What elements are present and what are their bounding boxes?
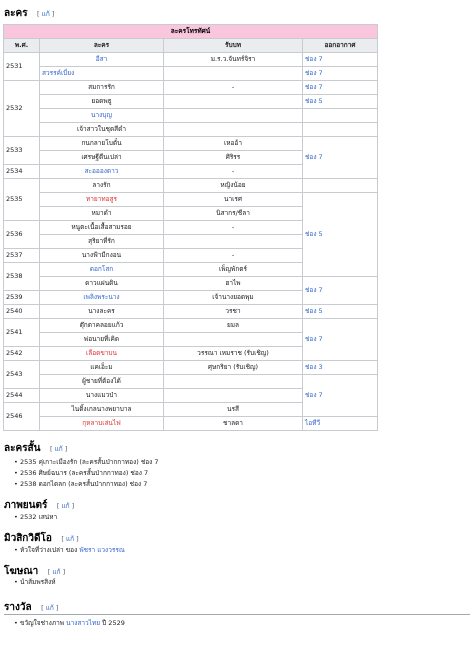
- section-title: มิวสิกวิดีโอ: [4, 533, 52, 544]
- drama-title: ดาวแผ่นดิน: [85, 279, 118, 287]
- table-row: [4, 137, 378, 151]
- list-item-link[interactable]: นางสาวไทย: [66, 619, 101, 627]
- short-drama-list: [14, 457, 159, 490]
- title-cell: [40, 235, 164, 249]
- drama-title-link[interactable]: กุหลาบเล่นไฟ: [82, 419, 121, 427]
- role-cell: -: [164, 249, 303, 263]
- channel-link[interactable]: ช่อง 7: [305, 335, 323, 343]
- list-item-text: 2538 ดอกไดลก (ละครสั้นป่ากกาทอง) ช่อง 7: [20, 480, 148, 488]
- channel-link[interactable]: ไอทีวี: [305, 419, 321, 427]
- role-cell: ศุษกริยา (รับเชิญ): [164, 361, 303, 375]
- edit-link[interactable]: แก้: [61, 502, 70, 510]
- year-cell: 2537: [4, 249, 40, 263]
- channel-link[interactable]: ช่อง 3: [305, 363, 323, 371]
- role-cell: [164, 235, 303, 249]
- title-cell: [40, 53, 164, 67]
- column-header: ออกอากาศ: [303, 39, 378, 53]
- table-row: [4, 53, 378, 67]
- channel-cell: [303, 123, 378, 137]
- list-item-text: หัวใจที่ว่างเปล่า ของ: [20, 546, 80, 554]
- role-cell: -: [164, 221, 303, 235]
- channel-cell: [303, 179, 378, 193]
- table-row: [4, 95, 378, 109]
- role-cell: -: [164, 165, 303, 179]
- channel-cell: [303, 319, 378, 361]
- table-row: [4, 179, 378, 193]
- role-cell: เพ็ญพักตร์: [164, 263, 303, 277]
- list-item-text: ขวัญใจช่างภาพ: [20, 619, 67, 627]
- year-cell: 2541: [4, 319, 40, 347]
- year-cell: 2544: [4, 389, 40, 403]
- edit-link-wrap: [ แก้ ]: [41, 604, 59, 612]
- channel-link[interactable]: ช่อง 7: [305, 69, 323, 77]
- table-row: [4, 375, 378, 389]
- section-heading-short: [4, 441, 67, 456]
- title-cell: [40, 67, 164, 81]
- list-item-text: ปี 2529: [100, 619, 125, 627]
- title-cell: [40, 417, 164, 431]
- edit-link-wrap: [ แก้ ]: [56, 502, 75, 510]
- section-heading-film: [4, 498, 74, 513]
- edit-link[interactable]: แก้: [65, 535, 75, 543]
- channel-cell: [303, 109, 378, 123]
- drama-title: แคเอ็ะม: [90, 363, 113, 371]
- edit-link-wrap: [ แก้ ]: [49, 445, 68, 453]
- title-cell: [40, 291, 164, 305]
- awards-list: [14, 618, 125, 629]
- title-cell: [40, 319, 164, 333]
- role-cell: ชาลดา: [164, 417, 303, 431]
- edit-link-wrap: [ แก้ ]: [37, 10, 55, 18]
- role-cell: [164, 67, 303, 81]
- title-cell: [40, 249, 164, 263]
- role-cell: [164, 333, 303, 347]
- list-item: [14, 468, 159, 479]
- edit-link-wrap: [ แก้ ]: [47, 568, 66, 576]
- table-row: [4, 67, 378, 81]
- drama-title: ยอดพธู: [91, 97, 112, 105]
- edit-link-wrap: [ แก้ ]: [61, 535, 79, 543]
- drama-title: เจ้าสาวในชุดสีดำ: [76, 125, 127, 133]
- year-cell: 2546: [4, 403, 40, 431]
- drama-title-link[interactable]: เลือดขาบน: [86, 349, 117, 357]
- drama-title: ลางรัก: [92, 181, 111, 189]
- drama-title: หมาดำ: [91, 209, 112, 217]
- title-cell: [40, 123, 164, 137]
- role-cell: ศิริรร: [164, 151, 303, 165]
- channel-link[interactable]: ช่อง 7: [305, 55, 323, 63]
- table-row: [4, 123, 378, 137]
- channel-cell: [303, 81, 378, 95]
- title-cell: [40, 333, 164, 347]
- section-title: ละครสั้น: [4, 443, 41, 454]
- role-cell: เหออ้า: [164, 137, 303, 151]
- list-item-link[interactable]: พัชรา แวงวรรณ: [79, 546, 125, 554]
- channel-cell: [303, 277, 378, 305]
- role-cell: [164, 95, 303, 109]
- drama-title-link[interactable]: สะออองดาว: [84, 167, 119, 175]
- channel-cell: [303, 193, 378, 277]
- drama-title-link[interactable]: เพลิงพระนาง: [83, 293, 120, 301]
- edit-link[interactable]: แก้: [45, 604, 54, 612]
- list-item: [14, 545, 125, 556]
- list-item: [14, 457, 159, 468]
- title-cell: [40, 389, 164, 403]
- year-cell: 2536: [4, 221, 40, 249]
- title-cell: [40, 263, 164, 277]
- column-header: รับบท: [164, 39, 303, 53]
- role-cell: วรชา: [164, 305, 303, 319]
- table-caption: ละครโทรทัศน์: [4, 25, 378, 39]
- role-cell: เจ้านางยอดพุม: [164, 291, 303, 305]
- ads-list: [14, 577, 56, 588]
- title-cell: [40, 137, 164, 151]
- music-video-list: [14, 545, 125, 556]
- role-cell: ม.ร.ว.จันทร์จิรา: [164, 53, 303, 67]
- drama-title: ไนติ้งเกลนางพยาบาล: [71, 405, 132, 413]
- drama-title-link[interactable]: นางบุญ: [91, 111, 112, 119]
- role-cell: [164, 375, 303, 389]
- drama-title: นางละคร: [88, 307, 115, 315]
- table-row: [4, 109, 378, 123]
- title-cell: [40, 151, 164, 165]
- list-item: [14, 512, 57, 523]
- year-cell: 2538: [4, 263, 40, 291]
- channel-cell: [303, 137, 378, 179]
- list-item-text: 2532 เสน่หา: [20, 513, 58, 521]
- channel-cell: [303, 53, 378, 67]
- year-cell: 2540: [4, 305, 40, 319]
- year-cell: 2542: [4, 347, 40, 361]
- channel-link[interactable]: ช่อง 5: [305, 230, 323, 238]
- year-cell: 2533: [4, 137, 40, 165]
- table-row: [4, 193, 378, 207]
- drama-title: สุริยาที่รัก: [88, 237, 115, 245]
- list-item: [14, 479, 159, 490]
- title-cell: [40, 207, 164, 221]
- channel-link[interactable]: ช่อง 7: [305, 83, 323, 91]
- title-cell: [40, 361, 164, 375]
- year-cell: 2539: [4, 291, 40, 305]
- section-heading-drama: [4, 6, 54, 21]
- channel-cell: [303, 67, 378, 81]
- year-cell: 2535: [4, 179, 40, 221]
- drama-title: กนกลายโบตั๋น: [81, 139, 122, 147]
- list-item-text: 2535 คุ่เกาะเมืองรัก (ละครสั้นป่ากกาทอง) ช่อง 7: [20, 458, 159, 466]
- title-cell: [40, 277, 164, 291]
- channel-cell: [303, 361, 378, 375]
- section-title: ละคร: [4, 8, 28, 19]
- role-cell: -: [164, 81, 303, 95]
- year-cell: 2534: [4, 165, 40, 179]
- role-cell: [164, 123, 303, 137]
- title-cell: [40, 179, 164, 193]
- table-row: [4, 305, 378, 319]
- role-cell: [164, 109, 303, 123]
- section-title: โฆษณา: [4, 566, 39, 577]
- drama-title: นางฟ้ามีกงอน: [81, 251, 122, 259]
- year-cell: 2543: [4, 361, 40, 389]
- role-cell: นาเรศ: [164, 193, 303, 207]
- role-cell: ฮาไพ: [164, 277, 303, 291]
- drama-title: ตุ๊กตาคลอยแก้ว: [79, 321, 124, 329]
- channel-link[interactable]: ช่อง 7: [305, 286, 323, 294]
- channel-cell: [303, 305, 378, 319]
- drama-title: หนูตะเนื้อเสื้อสามรอย: [71, 223, 132, 231]
- drama-title-link[interactable]: ดอกโสก: [89, 265, 114, 273]
- table-row: [4, 417, 378, 431]
- drama-title-link[interactable]: สวรรค์เบี่ยง: [42, 69, 75, 77]
- drama-title-link[interactable]: ทายาทอสูร: [85, 195, 118, 203]
- role-cell: ยมล: [164, 319, 303, 333]
- year-cell: 2532: [4, 81, 40, 137]
- title-cell: [40, 347, 164, 361]
- title-cell: [40, 165, 164, 179]
- drama-title-link[interactable]: อีสา: [95, 55, 108, 63]
- role-cell: นิสากร/ชีลา: [164, 207, 303, 221]
- section-divider: [4, 614, 470, 615]
- list-item-text: 2536 ศิษย์ฉนาร (ละครสั้นป่ากกาทอง) ช่อง 7: [20, 469, 149, 477]
- title-cell: [40, 81, 164, 95]
- channel-cell: [303, 417, 378, 431]
- list-item-text: นำส้มพรสิงห์: [20, 578, 56, 586]
- role-cell: [164, 389, 303, 403]
- list-item: [14, 577, 56, 588]
- table-row: [4, 277, 378, 291]
- channel-link[interactable]: ช่อง 7: [305, 153, 323, 161]
- table-row: [4, 319, 378, 333]
- table-row: [4, 81, 378, 95]
- year-cell: 2531: [4, 53, 40, 81]
- title-cell: [40, 109, 164, 123]
- list-item: [14, 618, 125, 629]
- title-cell: [40, 305, 164, 319]
- drama-title: ผู้ชายที่ต้องได้: [82, 377, 121, 385]
- edit-link[interactable]: แก้: [41, 10, 50, 18]
- film-list: [14, 512, 57, 523]
- drama-table: [3, 24, 378, 431]
- drama-title: สมการรัก: [88, 83, 115, 91]
- drama-title: เศรษฐีตีนเปล่า: [81, 153, 122, 161]
- section-heading-mv: [4, 531, 79, 546]
- section-title: ภาพยนตร์: [4, 500, 48, 511]
- channel-link[interactable]: ช่อง 5: [305, 97, 323, 105]
- drama-title: พ่อนายที่เคิด: [83, 335, 120, 343]
- section-title: รางวัล: [4, 602, 32, 613]
- title-cell: [40, 375, 164, 389]
- role-cell: นรสี: [164, 403, 303, 417]
- role-cell: หญิงน้อย: [164, 179, 303, 193]
- column-header: พ.ศ.: [4, 39, 40, 53]
- table-row: [4, 361, 378, 375]
- drama-title: นางแมวป่า: [85, 391, 118, 399]
- channel-cell: [303, 375, 378, 417]
- section-heading-awards: [4, 600, 58, 615]
- title-cell: [40, 221, 164, 235]
- title-cell: [40, 193, 164, 207]
- title-cell: [40, 95, 164, 109]
- channel-link[interactable]: ช่อง 7: [305, 391, 323, 399]
- title-cell: [40, 403, 164, 417]
- edit-link[interactable]: แก้: [54, 445, 63, 453]
- role-cell: วรรณา เหมราช (รับเชิญ): [164, 347, 303, 361]
- edit-link[interactable]: แก้: [52, 568, 61, 576]
- channel-link[interactable]: ช่อง 5: [305, 307, 323, 315]
- channel-cell: [303, 95, 378, 109]
- column-header: ละคร: [40, 39, 164, 53]
